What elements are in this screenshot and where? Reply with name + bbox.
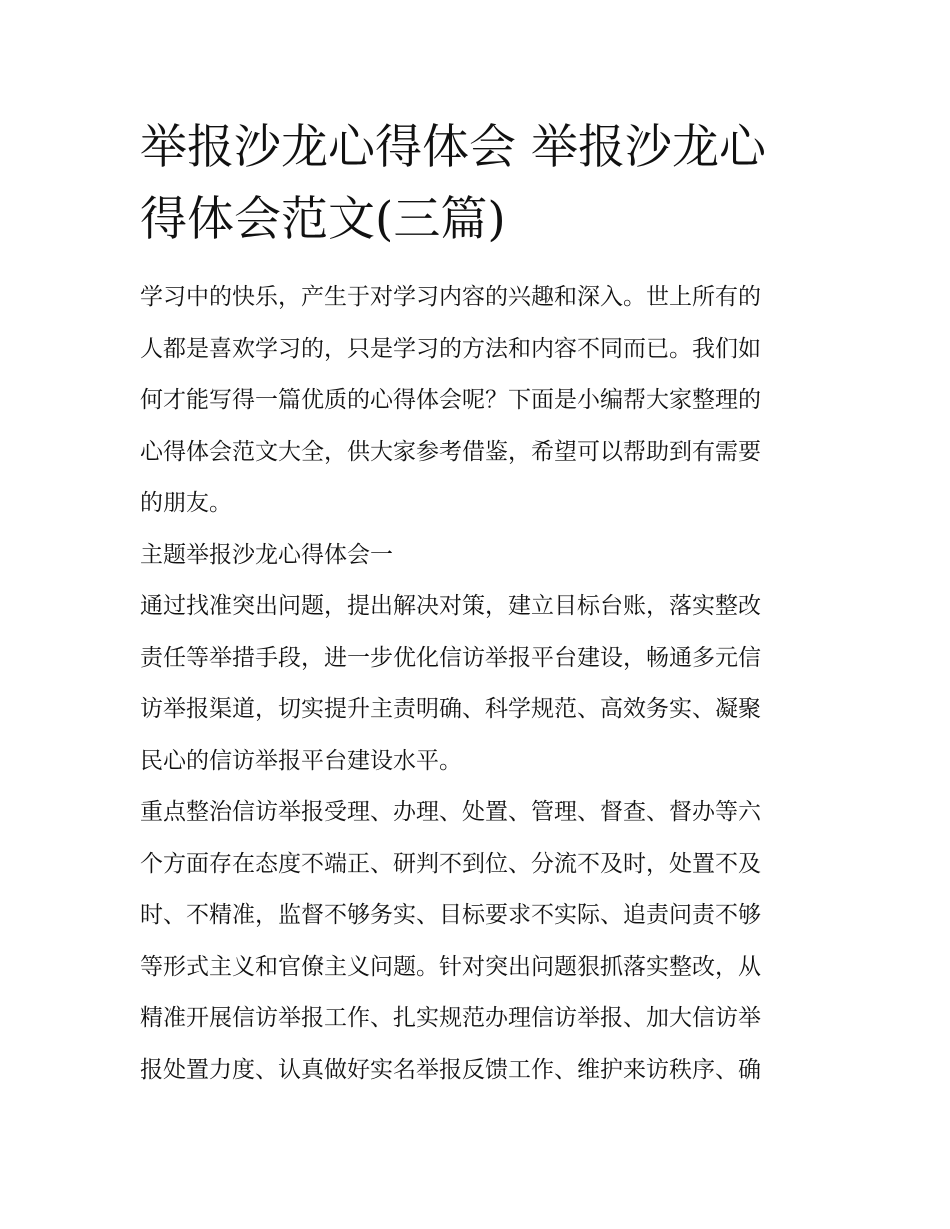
- title-line: 得体会范文(三篇): [140, 192, 506, 247]
- intro-paragraph: [140, 272, 812, 530]
- text-line: 个方面存在态度不端正、研判不到位、分流不及时，处置不及: [140, 850, 761, 877]
- text-line: 报处置力度、认真做好实名举报反馈工作、维护来访秩序、确: [140, 1056, 761, 1083]
- text-line: 重点整治信访举报受理、办理、处置、管理、督查、督办等六: [140, 799, 761, 825]
- text-line: 访举报渠道，切实提升主责明确、科学规范、高效务实、凝聚: [140, 696, 761, 722]
- body-paragraph: [140, 787, 812, 1096]
- text-line: 主题举报沙龙心得体会一: [140, 541, 393, 568]
- text-line: 何才能写得一篇优质的心得体会呢？下面是小编帮大家整理的: [140, 387, 761, 413]
- text-line: 民心的信访举报平台建设水平。: [140, 747, 462, 774]
- body-paragraph: [140, 581, 812, 787]
- title-line: 举报沙龙心得体会 举报沙龙心: [140, 120, 766, 175]
- document-title: [140, 112, 812, 256]
- document-content: [140, 112, 812, 1096]
- text-line: 学习中的快乐，产生于对学习内容的兴趣和深入。世上所有的: [140, 284, 761, 310]
- text-line: 时、不精准，监督不够务实、目标要求不实际、追责问责不够: [140, 902, 761, 928]
- text-line: 通过找准突出问题，提出解决对策，建立目标台账，落实整改: [140, 593, 761, 619]
- text-line: 人都是喜欢学习的，只是学习的方法和内容不同而已。我们如: [140, 335, 761, 362]
- text-line: 等形式主义和官僚主义问题。针对突出问题狠抓落实整改，从: [140, 953, 761, 980]
- text-line: 心得体会范文大全，供大家参考借鉴，希望可以帮助到有需要: [140, 438, 761, 465]
- section-heading: [140, 530, 812, 582]
- text-line: 精准开展信访举报工作、扎实规范办理信访举报、加大信访举: [140, 1005, 761, 1031]
- text-line: 的朋友。: [140, 490, 232, 516]
- text-line: 责任等举措手段，进一步优化信访举报平台建设，畅通多元信: [140, 644, 761, 671]
